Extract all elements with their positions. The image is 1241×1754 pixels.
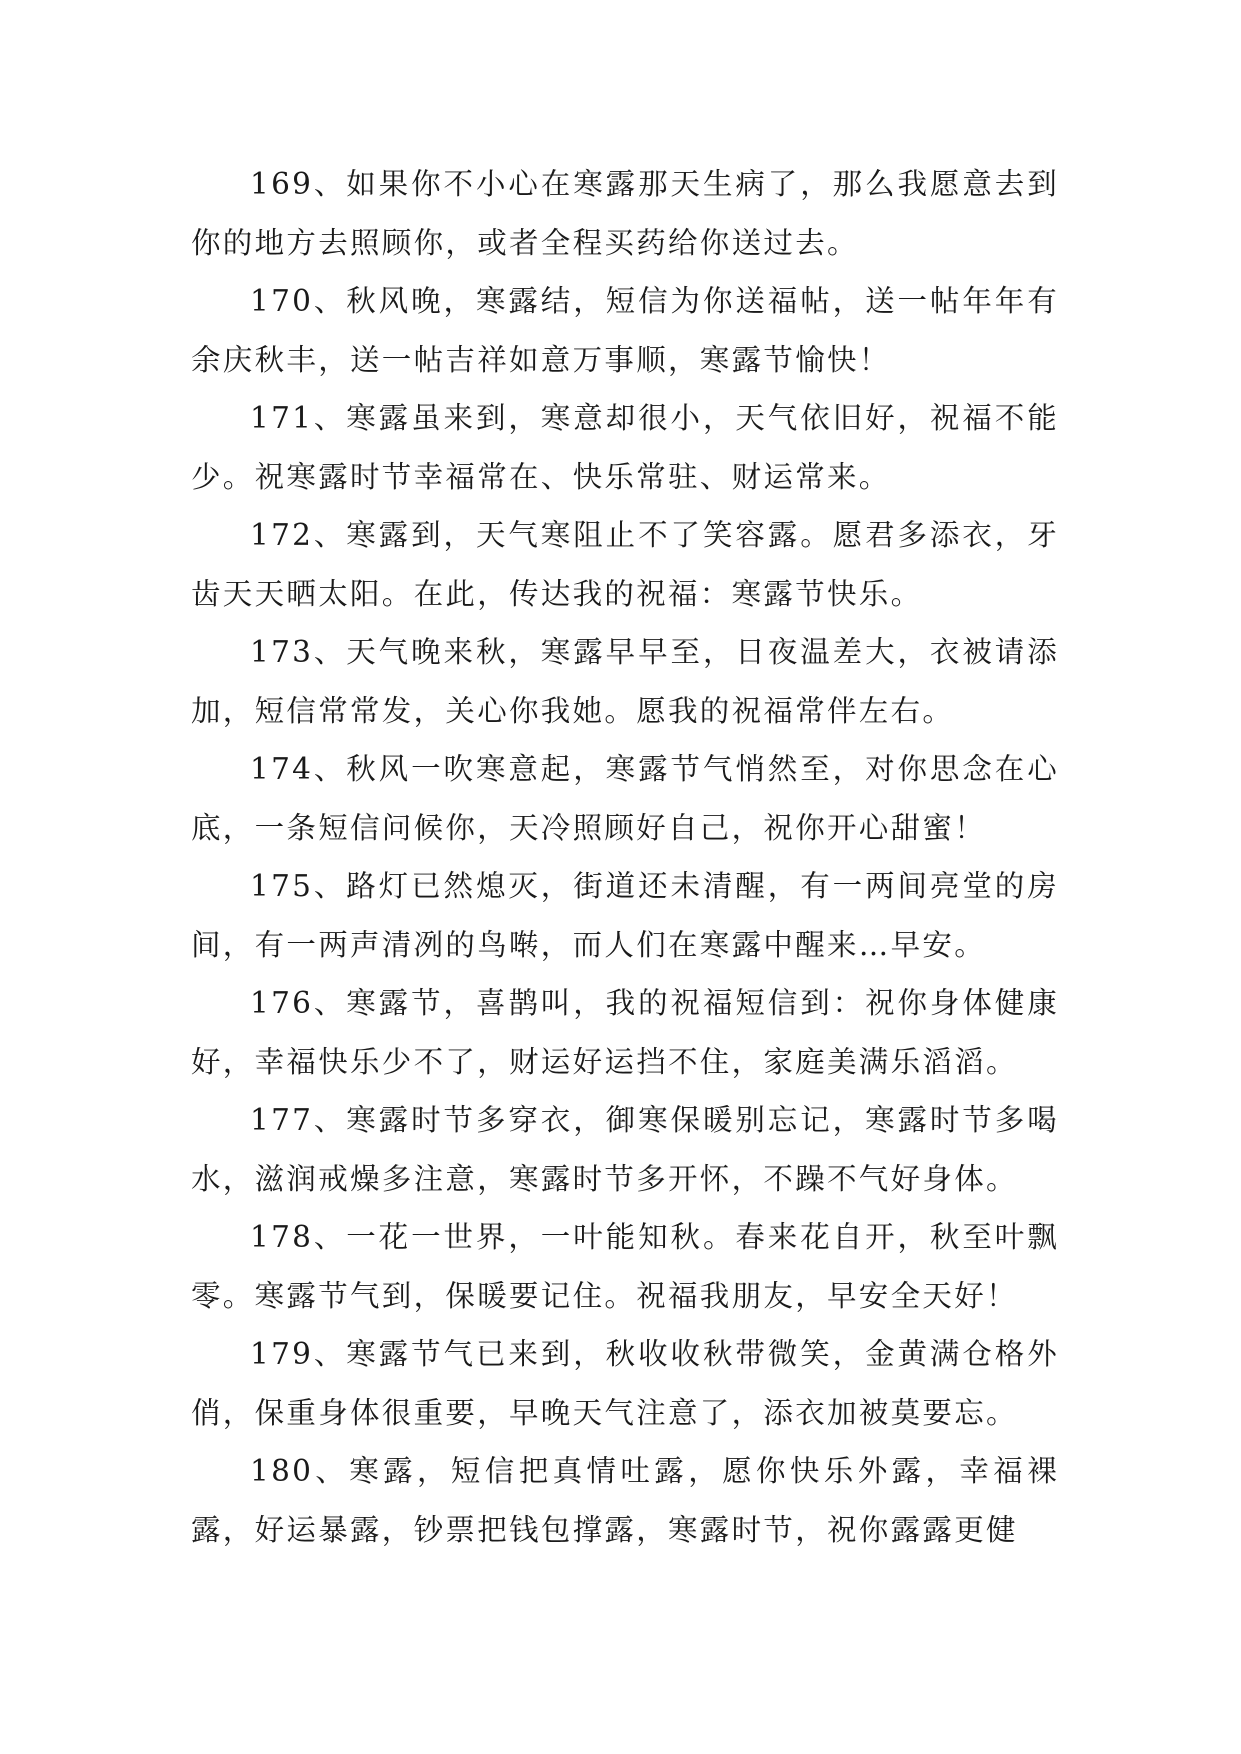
paragraph-173: 173、天气晚来秋，寒露早早至，日夜温差大，衣被请添加，短信常常发，关心你我她。愿我的祝福常伴左右。 <box>191 635 1059 728</box>
paragraph-174: 174、秋风一吹寒意起，寒露节气悄然至，对你思念在心底，一条短信问候你，天冷照顾好自己，祝你开心甜蜜！ <box>191 752 1059 845</box>
paragraph-177: 177、寒露时节多穿衣，御寒保暖别忘记，寒露时节多喝水，滋润戒燥多注意，寒露时节多开怀，不躁不气好身体。 <box>191 1103 1059 1196</box>
paragraph-170: 170、秋风晚，寒露结，短信为你送福帖，送一帖年年有余庆秋丰，送一帖吉祥如意万事顺，寒露节愉快！ <box>191 284 1059 377</box>
paragraph-171: 171、寒露虽来到，寒意却很小，天气依旧好，祝福不能少。祝寒露时节幸福常在、快乐常驻、财运常来。 <box>191 401 1059 494</box>
paragraph-172: 172、寒露到，天气寒阻止不了笑容露。愿君多添衣，牙齿天天晒太阳。在此，传达我的祝福：寒露节快乐。 <box>191 518 1059 611</box>
paragraph-169: 169、如果你不小心在寒露那天生病了，那么我愿意去到你的地方去照顾你，或者全程买药给你送过去。 <box>191 167 1059 260</box>
paragraph-175: 175、路灯已然熄灭，街道还未清醒，有一两间亮堂的房间，有一两声清冽的鸟啭，而人们在寒露中醒来…早安。 <box>191 869 1059 962</box>
paragraph-176: 176、寒露节，喜鹊叫，我的祝福短信到：祝你身体健康好，幸福快乐少不了，财运好运挡不住，家庭美满乐滔滔。 <box>191 986 1059 1079</box>
paragraph-178: 178、一花一世界，一叶能知秋。春来花自开，秋至叶飘零。寒露节气到，保暖要记住。祝福我朋友，早安全天好！ <box>191 1220 1059 1313</box>
document-body <box>191 155 1059 1559</box>
paragraph-180: 180、寒露，短信把真情吐露，愿你快乐外露，幸福裸露，好运暴露，钞票把钱包撑露，寒露时节，祝你露露更健 <box>191 1454 1059 1547</box>
paragraph-179: 179、寒露节气已来到，秋收收秋带微笑，金黄满仓格外俏，保重身体很重要，早晚天气注意了，添衣加被莫要忘。 <box>191 1337 1059 1430</box>
